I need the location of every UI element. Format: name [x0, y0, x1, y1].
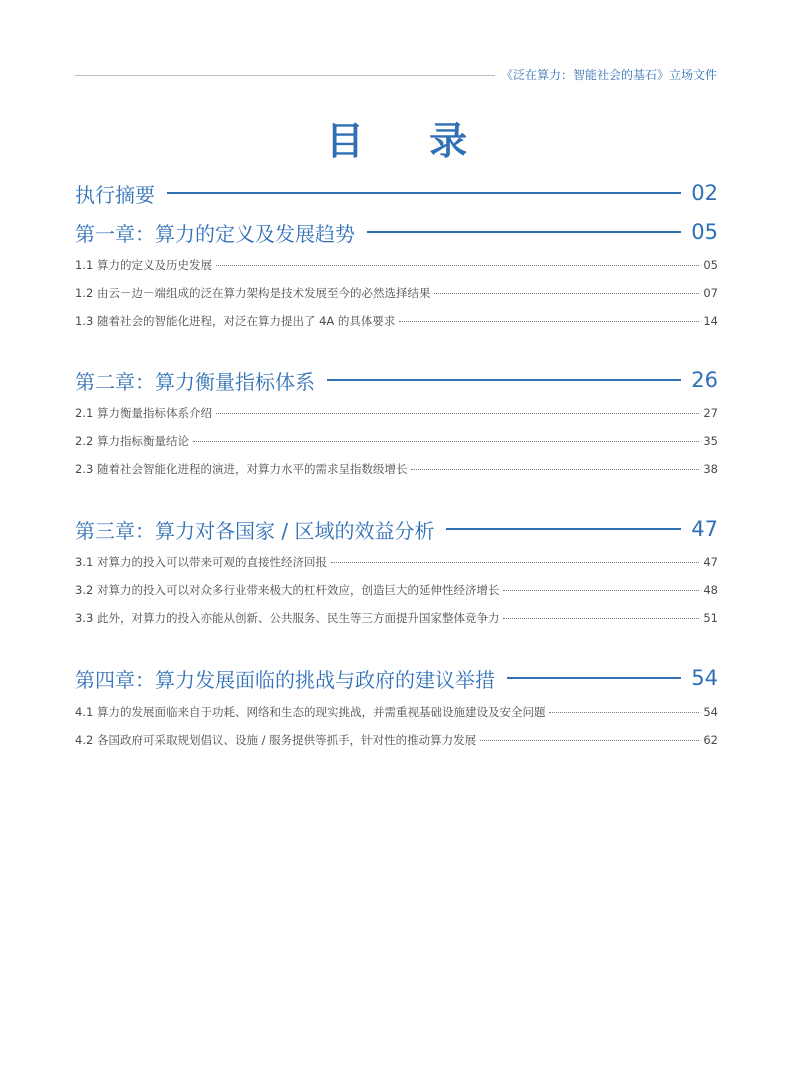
document-header-title: 《泛在算力：智能社会的基石》立场文件 — [500, 68, 717, 82]
entry-page-number: 47 — [703, 555, 718, 569]
entry-label: 1.2 由云－边－端组成的泛在算力架构是技术发展至今的必然选择结果 — [75, 286, 431, 300]
chapter-label: 第二章：算力衡量指标体系 — [75, 369, 315, 394]
chapter-leader-rule — [327, 379, 681, 381]
dot-leader — [549, 712, 699, 713]
entry-page-number: 05 — [703, 258, 718, 272]
chapter-label: 第三章：算力对各国家 / 区域的效益分析 — [75, 518, 435, 543]
dot-leader — [434, 293, 699, 294]
entry-page-number: 51 — [703, 611, 718, 625]
entry-page-number: 48 — [703, 583, 718, 597]
toc-chapter-4[interactable] — [75, 663, 718, 693]
dot-leader — [331, 562, 699, 563]
entry-label: 3.1 对算力的投入可以带来可观的直接性经济回报 — [75, 555, 327, 569]
toc-entry-3-1[interactable] — [75, 554, 718, 572]
entry-label: 1.1 算力的定义及历史发展 — [75, 258, 212, 272]
header-rule — [75, 75, 495, 76]
toc-entry-1-3[interactable] — [75, 313, 718, 331]
toc-entry-2-2[interactable] — [75, 433, 718, 451]
chapter-page-number: 02 — [691, 181, 718, 205]
chapter-leader-rule — [367, 231, 681, 233]
dot-leader — [216, 265, 699, 266]
entry-page-number: 14 — [703, 314, 718, 328]
toc-entry-1-1[interactable] — [75, 257, 718, 275]
entry-label: 3.3 此外，对算力的投入亦能从创新、公共服务、民生等三方面提升国家整体竞争力 — [75, 611, 500, 625]
entry-page-number: 27 — [703, 406, 718, 420]
toc-entry-1-2[interactable] — [75, 285, 718, 303]
toc-entry-3-3[interactable] — [75, 610, 718, 628]
entry-label: 2.1 算力衡量指标体系介绍 — [75, 406, 212, 420]
toc-entry-4-1[interactable] — [75, 704, 718, 722]
entry-label: 4.2 各国政府可采取规划倡议、设施 / 服务提供等抓手，针对性的推动算力发展 — [75, 733, 477, 747]
toc-entry-2-1[interactable] — [75, 405, 718, 423]
entry-label: 3.2 对算力的投入可以对众多行业带来极大的杠杆效应，创造巨大的延伸性经济增长 — [75, 583, 500, 597]
toc-chapter-1[interactable] — [75, 217, 718, 247]
chapter-label: 第四章：算力发展面临的挑战与政府的建议举措 — [75, 667, 495, 692]
entry-label: 2.3 随着社会智能化进程的演进，对算力水平的需求呈指数级增长 — [75, 462, 408, 476]
toc-entry-2-3[interactable] — [75, 461, 718, 479]
chapter-page-number: 47 — [691, 517, 718, 541]
toc-executive-summary[interactable] — [75, 178, 718, 208]
chapter-label: 执行摘要 — [75, 182, 155, 207]
entry-label: 1.3 随着社会的智能化进程，对泛在算力提出了 4A 的具体要求 — [75, 314, 396, 328]
page-title: 目 录 — [325, 119, 494, 163]
chapter-leader-rule — [446, 528, 681, 530]
chapter-label: 第一章：算力的定义及发展趋势 — [75, 221, 355, 246]
toc-entry-3-2[interactable] — [75, 582, 718, 600]
chapter-page-number: 26 — [691, 368, 718, 392]
toc-entry-4-2[interactable] — [75, 732, 718, 750]
entry-page-number: 54 — [703, 705, 718, 719]
entry-page-number: 38 — [703, 462, 718, 476]
toc-chapter-3[interactable] — [75, 514, 718, 544]
dot-leader — [411, 469, 699, 470]
dot-leader — [503, 618, 699, 619]
entry-page-number: 62 — [703, 733, 718, 747]
entry-label: 2.2 算力指标衡量结论 — [75, 434, 189, 448]
entry-page-number: 35 — [703, 434, 718, 448]
dot-leader — [193, 441, 699, 442]
entry-label: 4.1 算力的发展面临来自于功耗、网络和生态的现实挑战，并需重视基础设施建设及安全问题 — [75, 705, 546, 719]
dot-leader — [503, 590, 699, 591]
chapter-page-number: 54 — [691, 666, 718, 690]
chapter-leader-rule — [507, 677, 681, 679]
chapter-page-number: 05 — [691, 220, 718, 244]
entry-page-number: 07 — [703, 286, 718, 300]
dot-leader — [399, 321, 699, 322]
toc-chapter-2[interactable] — [75, 365, 718, 395]
dot-leader — [480, 740, 699, 741]
dot-leader — [216, 413, 699, 414]
chapter-leader-rule — [167, 192, 681, 194]
